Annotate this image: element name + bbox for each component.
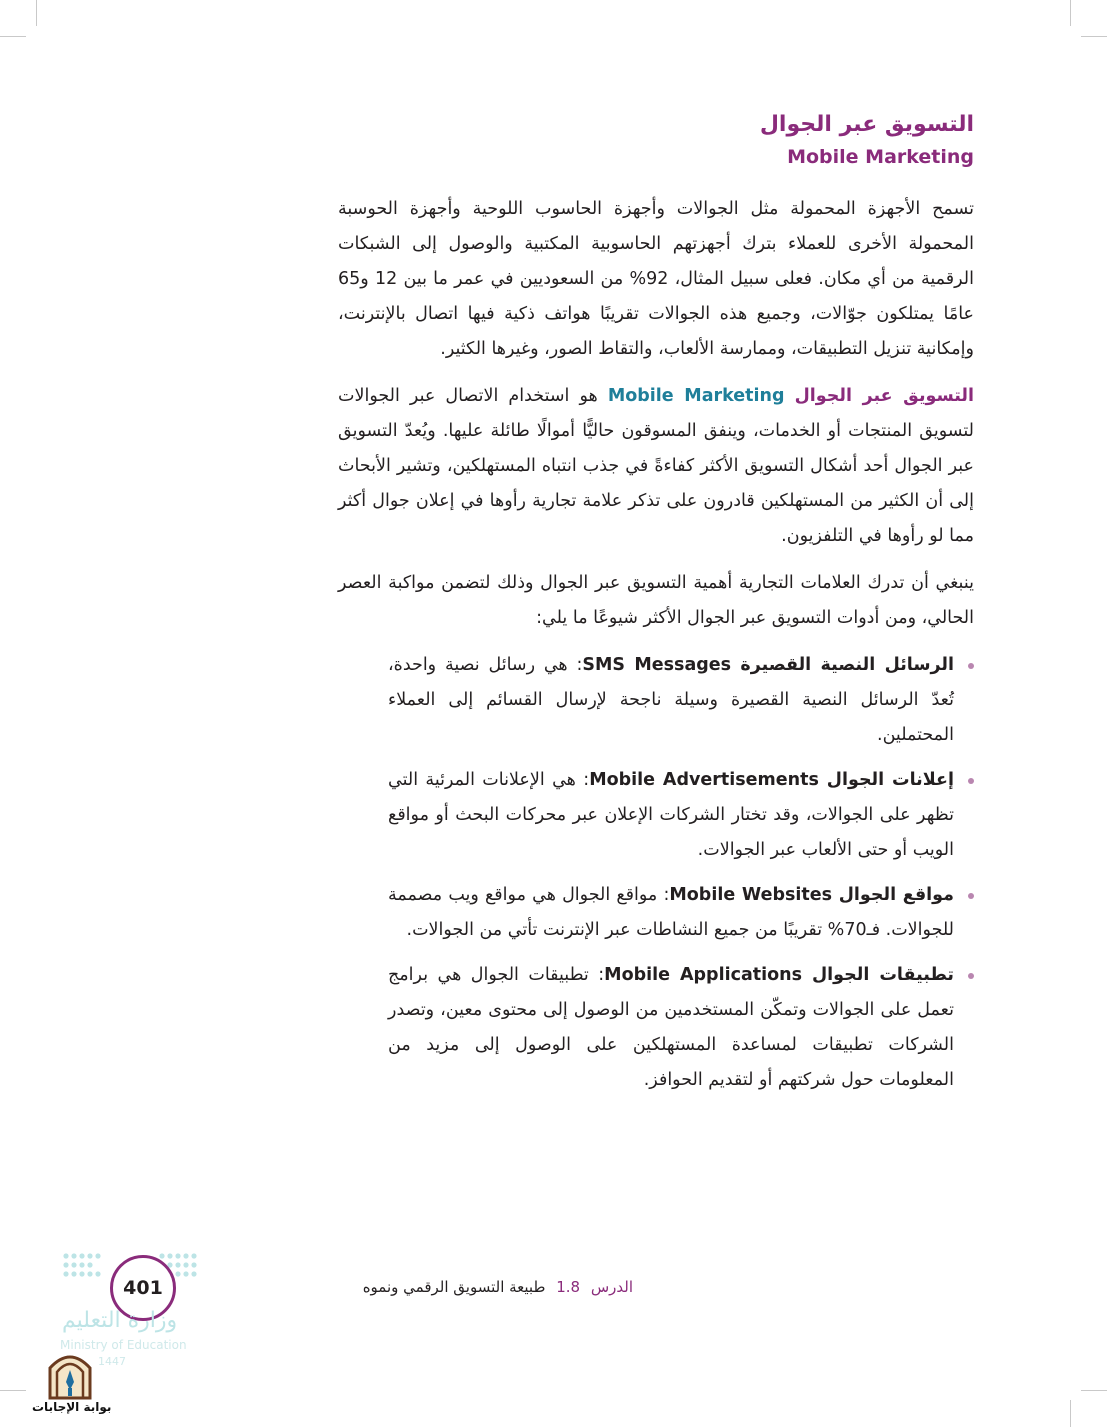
crop-mark — [1070, 1400, 1071, 1427]
list-item-text: هي رسائل نصية واحدة، تُعدّ الرسائل النصية القصيرة وسيلة ناجحة لإرسال القسائم إلى العملاء المحتملين. — [388, 655, 954, 745]
gate-label: بوابة الإجابات — [32, 1400, 112, 1414]
page-number: 401 — [110, 1255, 176, 1321]
crop-mark — [1081, 1390, 1107, 1391]
crop-mark — [0, 1390, 26, 1391]
ministry-name-arabic: وزارة التعليم — [62, 1308, 178, 1333]
list-item: إعلانات الجوال Mobile Advertisements: هي الإعلانات المرئية التي تظهر على الجوالات، وقد تختار الشركات الإعلان عبر محركات البحث أو مواقع الويب أو حتى الألعاب عبر الجوالات. — [388, 763, 974, 868]
tools-intro-paragraph: ينبغي أن تدرك العلامات التجارية أهمية التسويق عبر الجوال وذلك لتضمن مواكبة العصر الحالي، ومن أدوات التسويق عبر الجوال الأكثر شيوعًا ما يلي: — [338, 573, 974, 628]
crop-mark — [0, 36, 26, 37]
list-item-text: هي الإعلانات المرئية التي تظهر على الجوالات، وقد تختار الشركات الإعلان عبر محركات البحث أو مواقع الويب أو حتى الألعاب عبر الجوالات. — [388, 770, 954, 860]
list-item-term: الرسائل النصية القصيرة SMS Messages — [582, 655, 955, 675]
list-item-text: مواقع الجوال هي مواقع ويب مصممة للجوالات. فـ70% تقريبًا من جميع النشاطات عبر الإنترنت تأتي من الجوالات. — [388, 885, 954, 940]
crop-mark — [36, 0, 37, 26]
list-item-term: تطبيقات الجوال Mobile Applications — [604, 965, 954, 985]
bullet-icon — [968, 893, 974, 899]
intro-paragraph: تسمح الأجهزة المحمولة مثل الجوالات وأجهزة الحاسوب اللوحية وأجهزة الحوسبة المحمولة الأخرى للعملاء بترك أجهزتهم الحاسوبية المكتبية والوصول إلى الشبكات الرقمية من أي مكان. فعلى سبيل المثال، 92% من السعوديين في عمر ما بين 12 و65 عامًا يمتلكون جوّالات، وجميع هذه الجوالات تقريبًا هواتف ذكية فيها اتصال بالإنترنت، وإمكانية تنزيل التطبيقات، وممارسة الألعاب، والتقاط الصور، وغيرها الكثير. — [338, 199, 974, 359]
section-title-english: Mobile Marketing — [787, 146, 974, 168]
page-content — [338, 110, 974, 1108]
lesson-number: 1.8 — [556, 1278, 581, 1296]
bullet-icon — [968, 663, 974, 669]
gate-logo-icon — [44, 1348, 96, 1400]
ministry-name-english: Ministry of Education — [60, 1338, 187, 1352]
ministry-year: 1447 — [98, 1355, 126, 1368]
list-item: الرسائل النصية القصيرة SMS Messages: هي رسائل نصية واحدة، تُعدّ الرسائل النصية القصيرة وسيلة ناجحة لإرسال القسائم إلى العملاء المحتملين. — [388, 648, 974, 753]
page-footer — [363, 1278, 633, 1296]
mobile-tools-list — [338, 648, 974, 1098]
bullet-icon — [968, 973, 974, 979]
list-item-text: تطبيقات الجوال هي برامج تعمل على الجوالات وتمكّن المستخدمين من الوصول إلى محتوى معين، وتصدر الشركات تطبيقات لمساعدة المستهلكين على الوصول إلى مزيد من المعلومات حول شركتهم أو لتقديم الحوافز. — [388, 965, 954, 1090]
list-item-term: إعلانات الجوال Mobile Advertisements — [589, 770, 954, 790]
crop-mark — [1081, 36, 1107, 37]
list-item: تطبيقات الجوال Mobile Applications: تطبيقات الجوال هي برامج تعمل على الجوالات وتمكّن المستخدمين من الوصول إلى محتوى معين، وتصدر الشركات تطبيقات لمساعدة المستهلكين على الوصول إلى مزيد من المعلومات حول شركتهم أو لتقديم الحوافز. — [388, 958, 974, 1098]
crop-mark — [1070, 0, 1071, 26]
definition-term-arabic: التسويق عبر الجوال — [794, 386, 975, 406]
list-item: مواقع الجوال Mobile Websites: مواقع الجوال هي مواقع ويب مصممة للجوالات. فـ70% تقريبًا من جميع النشاطات عبر الإنترنت تأتي من الجوالات. — [388, 878, 974, 948]
list-item-term: مواقع الجوال Mobile Websites — [669, 885, 954, 905]
lesson-label: الدرس — [590, 1278, 633, 1296]
definition-text: هو استخدام الاتصال عبر الجوالات لتسويق المنتجات أو الخدمات، وينفق المسوقون حاليًّا أموالًا طائلة عليها. ويُعدّ التسويق عبر الجوال أحد أشكال التسويق الأكثر كفاءةً في جذب انتباه المستهلكين، وتشير الأبحاث إلى أن الكثير من المستهلكين قادرون على تذكر علامة تجارية رأوها في إعلان جوال أكثر مما لو رأوها في التلفزيون. — [338, 386, 974, 546]
definition-term-english: Mobile Marketing — [607, 386, 785, 406]
definition-paragraph — [338, 379, 974, 554]
bullet-icon — [968, 778, 974, 784]
lesson-title: طبيعة التسويق الرقمي ونموه — [362, 1278, 546, 1296]
section-title-arabic: التسويق عبر الجوال — [759, 112, 974, 137]
